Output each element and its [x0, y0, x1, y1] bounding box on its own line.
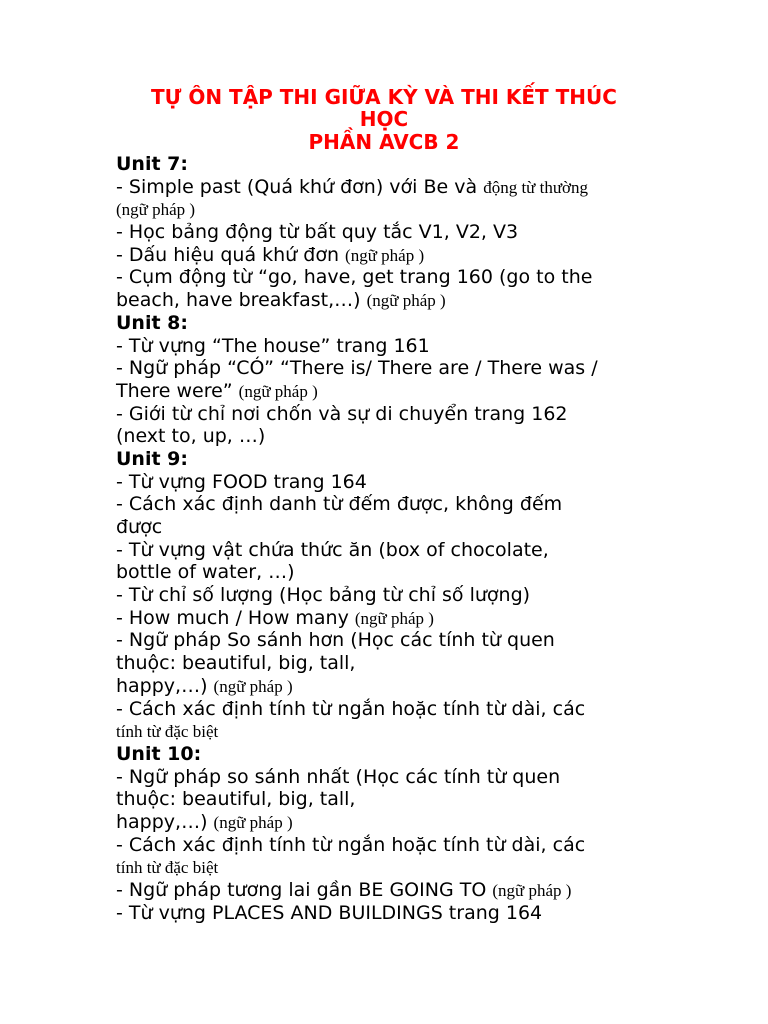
- item-note: (ngữ pháp ): [116, 200, 196, 220]
- item-text: - Ngữ pháp “CÓ” “There is/ There are / There was /: [116, 357, 598, 380]
- item-note: (ngữ pháp ): [366, 291, 446, 311]
- item-note: (ngữ pháp ): [213, 812, 293, 832]
- list-item: [116, 834, 656, 857]
- item-text: - Từ vựng PLACES AND BUILDINGS trang 164: [116, 901, 543, 924]
- unit-heading: Unit 10:: [116, 742, 202, 765]
- unit-heading: Unit 9:: [116, 447, 188, 470]
- item-text: - Từ vựng FOOD trang 164: [116, 470, 367, 493]
- item-text: thuộc: beautiful, big, tall,: [116, 652, 356, 675]
- document-title-line-2: HỌC: [359, 107, 409, 131]
- list-item: [116, 471, 656, 494]
- item-text: (next to, up, …): [116, 425, 266, 448]
- item-note: (ngữ pháp ): [492, 881, 572, 900]
- list-item: [116, 176, 656, 199]
- list-item: [116, 403, 656, 426]
- list-item: [116, 289, 656, 312]
- item-note: tính từ đặc biệt: [116, 722, 219, 742]
- list-item: [116, 629, 656, 652]
- list-item: [116, 856, 656, 879]
- item-text: happy,…): [116, 810, 214, 833]
- item-text: - Ngữ pháp so sánh nhất (Học các tính từ quen: [116, 765, 561, 788]
- list-item: [116, 652, 656, 675]
- item-text: - Cách xác định tính từ ngắn hoặc tính từ dài, các: [116, 833, 586, 856]
- item-text: - Cách xác định danh từ đếm được, không đếm: [116, 493, 563, 516]
- item-note: động từ thường: [483, 177, 589, 197]
- document-title-line-1: TỰ ÔN TẬP THI GIỮA KỲ VÀ THI KẾT THÚC: [151, 85, 617, 109]
- item-note: (ngữ pháp ): [354, 608, 434, 628]
- item-text: - Từ vựng vật chứa thức ăn (box of chocolate,: [116, 538, 549, 561]
- list-item: [116, 425, 656, 448]
- list-item: [116, 811, 656, 834]
- item-text: - Ngữ pháp So sánh hơn (Học các tính từ quen: [116, 629, 555, 652]
- item-text: - Giới từ chỉ nơi chốn và sự di chuyển trang 162: [116, 402, 568, 425]
- list-item: [116, 720, 656, 743]
- list-item: [116, 902, 656, 925]
- list-item: [116, 357, 656, 380]
- list-item: [116, 561, 656, 584]
- document-body: [116, 153, 656, 924]
- list-item: [116, 607, 656, 630]
- list-item: [116, 266, 656, 289]
- item-text: - Học bảng động từ bất quy tắc V1, V2, V3: [116, 221, 519, 244]
- item-text: beach, have breakfast,…): [116, 289, 367, 312]
- item-text: happy,…): [116, 674, 214, 697]
- list-item: [116, 198, 656, 221]
- list-item: [116, 335, 656, 358]
- item-text: - Từ chỉ số lượng (Học bảng từ chỉ số lượng): [116, 584, 531, 607]
- list-item: [116, 766, 656, 789]
- list-item: [116, 788, 656, 811]
- item-text: được: [116, 516, 163, 538]
- list-item: [116, 221, 656, 244]
- item-text: - Simple past (Quá khứ đơn) với Be và: [116, 175, 484, 198]
- unit-heading: Unit 8:: [116, 311, 188, 334]
- item-text: There were”: [116, 379, 239, 402]
- unit-heading: Unit 7:: [116, 153, 188, 175]
- list-item: [116, 516, 656, 539]
- item-text: - Cách xác định tính từ ngắn hoặc tính từ dài, các: [116, 697, 586, 720]
- item-text: - How much / How many: [116, 606, 355, 629]
- item-text: bottle of water, …): [116, 561, 295, 584]
- item-text: - Cụm động từ “go, have, get trang 160 (go to the: [116, 266, 593, 289]
- list-item: [116, 493, 656, 516]
- document-title-line-3: PHẦN AVCB 2: [308, 130, 460, 154]
- item-note: (ngữ pháp ): [345, 245, 425, 265]
- list-item: [116, 380, 656, 403]
- list-item: [116, 879, 656, 902]
- item-text: - Dấu hiệu quá khứ đơn: [116, 243, 346, 266]
- list-item: [116, 675, 656, 698]
- list-item: [116, 698, 656, 721]
- list-item: [116, 539, 656, 562]
- item-note: (ngữ pháp ): [213, 676, 293, 696]
- item-text: - Ngữ pháp tương lai gần BE GOING TO: [116, 879, 493, 901]
- item-text: thuộc: beautiful, big, tall,: [116, 788, 356, 811]
- list-item: [116, 584, 656, 607]
- item-text: - Từ vựng “The house” trang 161: [116, 334, 430, 357]
- list-item: [116, 244, 656, 267]
- item-note: tính từ đặc biệt: [116, 858, 219, 878]
- item-note: (ngữ pháp ): [238, 381, 318, 401]
